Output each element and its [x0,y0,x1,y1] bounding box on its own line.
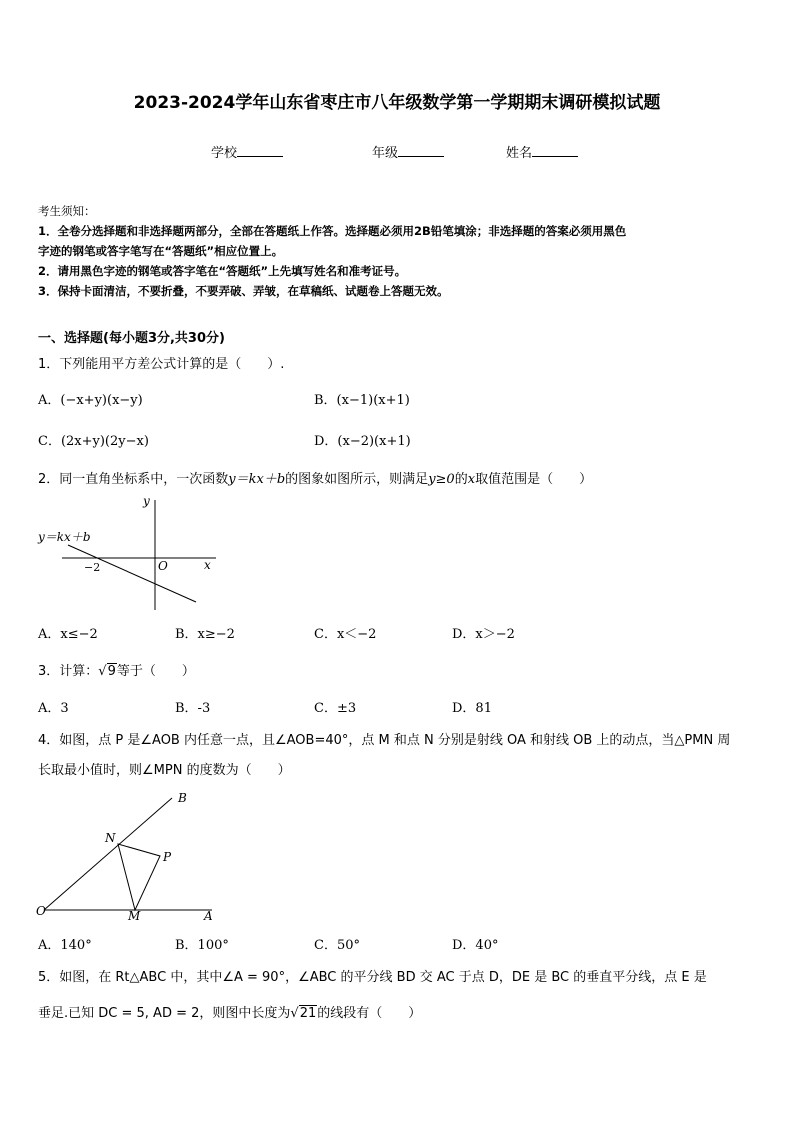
q4-line1: 4．如图，点 P 是∠AOB 内任意一点，且∠AOB=40°，点 M 和点 N 分别是射线 OA 和射线 OB 上的动点，当△PMN 周 [38,733,731,748]
q2-stem [38,468,592,487]
q5-radicand: 21 [299,1006,317,1021]
notes-item-3: 3．保持卡面清洁，不要折叠，不要弄破、弄皱，在草稿纸、试题卷上答题无效。 [38,284,449,298]
q2-stem-x: x [467,472,476,487]
q2-stem-cond: y≥0 [428,472,455,487]
q5-sqrt-sign: √ [290,1006,299,1021]
q4-figure [32,786,222,922]
q2-stem-fn: y＝kx＋b [228,472,286,487]
q4-label-a: A [204,909,213,922]
q2-option-a[interactable]: A．x≤−2 [38,627,98,642]
school-field[interactable] [211,142,283,161]
q2-stem-a: 2．同一直角坐标系中，一次函数 [38,472,229,487]
q3-stem-b: 等于（ ） [116,664,195,679]
q3-option-b[interactable]: B．-3 [175,701,211,716]
q3-sqrt-sign: √ [98,664,107,679]
q2-option-c[interactable]: C．x＜−2 [314,627,377,642]
school-blank[interactable] [237,146,283,157]
q1-option-c[interactable]: C．(2x+y)(2y−x) [38,434,149,449]
q1-option-b[interactable]: B．(x−1)(x+1) [314,393,410,408]
q5-line1: 5．如图，在 Rt△ABC 中，其中∠A = 90°，∠ABC 的平分线 BD 交 AC 于点 D，DE 是 BC 的垂直平分线，点 E 是 [38,970,707,985]
q4-label-b: B [178,791,187,805]
name-label: 姓名 [506,146,533,161]
q2-tick-label: −2 [84,561,101,574]
q4-label-p: P [163,850,172,864]
q4-option-a[interactable]: A．140° [38,938,92,953]
q2-stem-c: 的 [454,472,468,487]
grade-blank[interactable] [398,146,444,157]
q2-figure [34,490,224,618]
grade-field[interactable] [372,142,444,161]
notes-block [38,201,626,301]
q2-option-d[interactable]: D．x＞−2 [452,627,515,642]
q1-option-a[interactable]: A．(−x+y)(x−y) [38,393,143,408]
q3-stem-a: 3．计算： [38,664,99,679]
notes-item-1a: 1．全卷分选择题和非选择题两部分，全部在答题纸上作答。选择题必须用2B铅笔填涂；非选择题的答案必须用黑色 [38,224,627,238]
q4-label-n: N [105,831,116,845]
page-title: 2023-2024学年山东省枣庄市八年级数学第一学期期末调研模拟试题 [133,93,661,113]
q4-label-o: O [36,904,46,918]
q1-option-d[interactable]: D．(x−2)(x+1) [314,434,411,449]
q3-option-d[interactable]: D．81 [452,701,492,716]
name-blank[interactable] [532,146,578,157]
q2-y-label: y [143,494,150,508]
q4-option-c[interactable]: C．50° [314,938,360,953]
q5-line2-b: 的线段有（ ） [317,1006,422,1021]
notes-item-2: 2．请用黑色字迹的钢笔或答字笔在“答题纸”上先填写姓名和准考证号。 [38,264,407,278]
grade-label: 年级 [372,146,399,161]
q4-option-d[interactable]: D．40° [452,938,499,953]
notes-heading: 考生须知： [38,204,96,218]
q2-option-b[interactable]: B．x≥−2 [175,627,235,642]
school-label: 学校 [211,146,238,161]
q1-stem: 1．下列能用平方差公式计算的是（ ）. [38,357,285,372]
q3-option-a[interactable]: A．3 [38,701,69,716]
q3-option-c[interactable]: C．±3 [314,701,357,716]
q2-stem-b: 的图象如图所示，则满足 [285,472,429,487]
q4-label-m: M [128,909,141,922]
q4-option-b[interactable]: B．100° [175,938,229,953]
q3-radicand: 9 [107,664,116,679]
q3-stem [38,660,195,679]
q2-stem-d: 取值范围是（ ） [475,472,593,487]
name-field[interactable] [506,142,578,161]
q4-triangle-pmn [118,844,160,910]
q5-line2-a: 垂足.已知 DC = 5, AD = 2，则图中长度为 [38,1006,291,1021]
notes-item-1b: 字迹的钢笔或答字笔写在“答题纸”相应位置上。 [38,244,284,258]
q2-fn-label: y＝kx＋b [38,530,91,544]
q4-line2: 长取最小值时，则∠MPN 的度数为（ ） [38,763,291,778]
q2-origin-label: O [158,559,168,573]
q2-x-label: x [204,558,211,572]
section-heading: 一、选择题(每小题3分,共30分) [38,331,225,346]
q5-line2 [38,1002,421,1021]
